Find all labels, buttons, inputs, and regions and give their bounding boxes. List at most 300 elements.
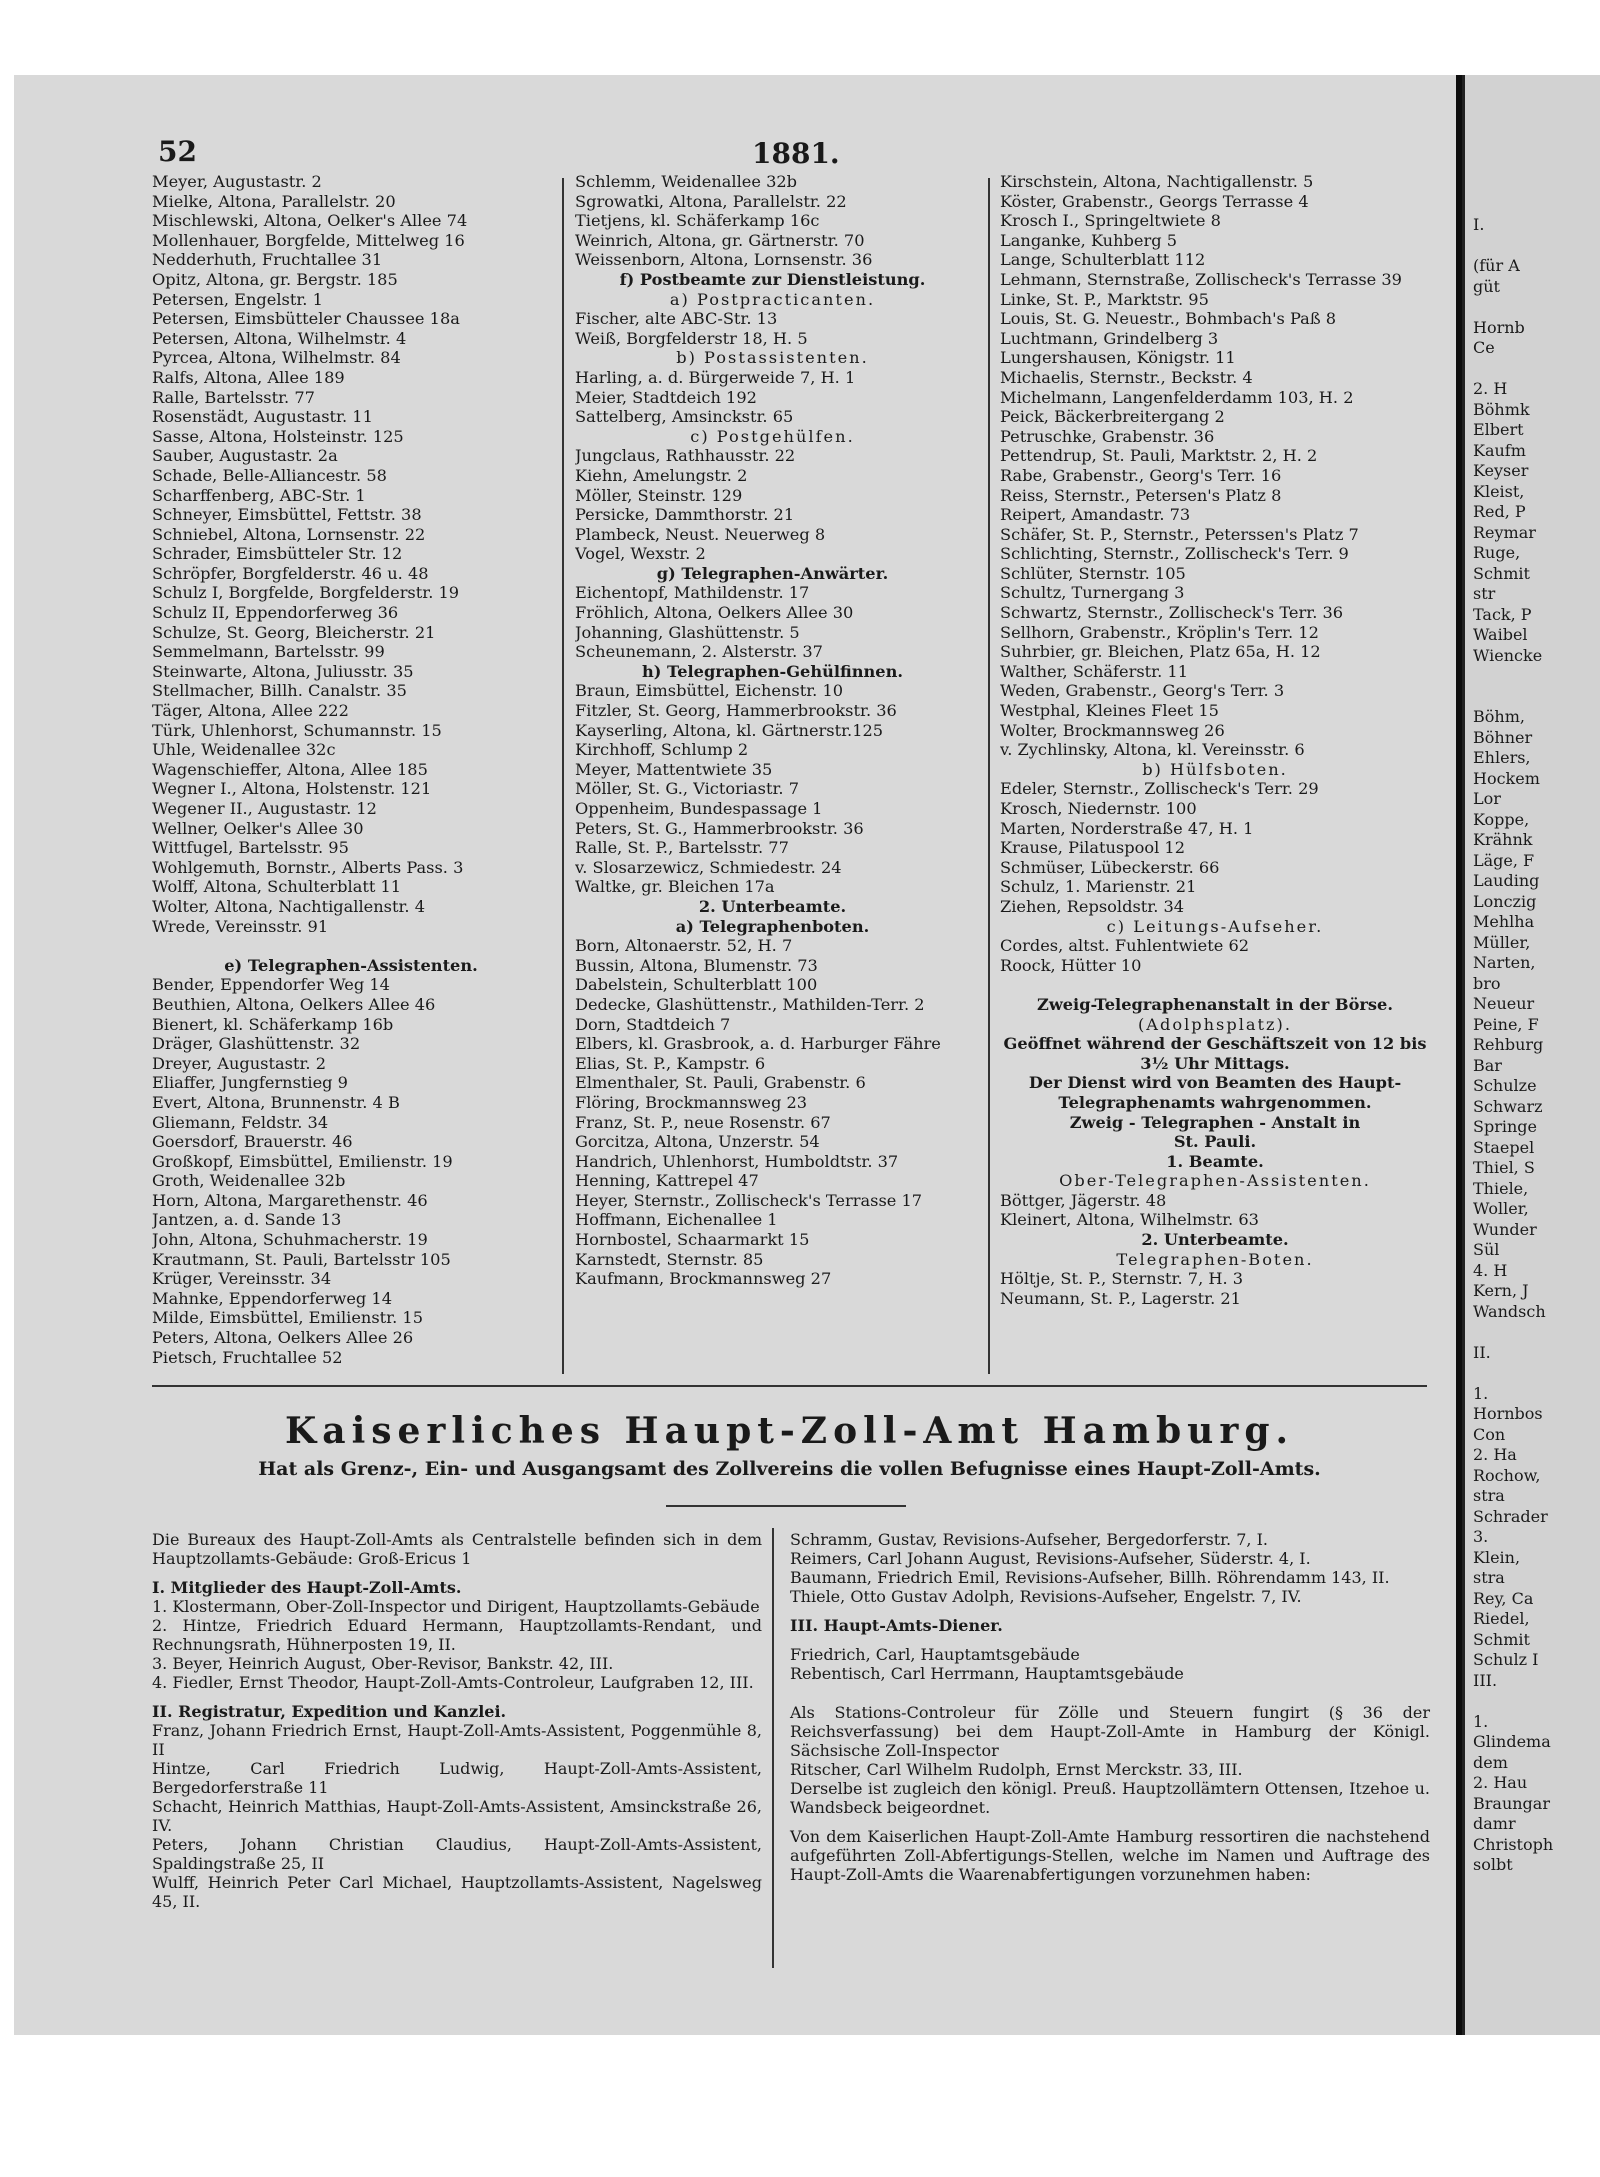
fragment-line: Wandsch [1473, 1301, 1546, 1321]
section-heading: II. Registratur, Expedition und Kanzlei. [152, 1702, 507, 1721]
directory-entry: Sauber, Augustastr. 2a [152, 446, 338, 466]
directory-entry: Sasse, Altona, Holsteinstr. 125 [152, 426, 404, 446]
directory-entry: Michaelis, Sternstr., Beckstr. 4 [1000, 367, 1253, 387]
fragment-line: Kaufm [1473, 440, 1526, 460]
directory-entry: Peick, Bäckerbreitergang 2 [1000, 407, 1225, 427]
directory-entry: Köster, Grabenstr., Georgs Terrasse 4 [1000, 191, 1309, 211]
directory-entry: Milde, Eimsbüttel, Emilienstr. 15 [152, 1308, 424, 1328]
subsection-heading: Telegraphen-Boten. [1116, 1249, 1314, 1269]
directory-entry: Möller, Steinstr. 129 [575, 485, 743, 505]
directory-entry: Lehmann, Sternstraße, Zollischeck's Terrasse 39 [1000, 269, 1402, 289]
directory-entry: Mielke, Altona, Parallelstr. 20 [152, 191, 396, 211]
zoll-right-column [790, 1530, 1430, 1884]
fragment-line: Lauding [1473, 871, 1540, 890]
fragment-line: Springe [1473, 1117, 1537, 1136]
member-entry: 2. Hintze, Friedrich Eduard Hermann, Hauptzollamts-Rendant, und Rechnungsrath, Hühnerposten 19, II. [152, 1616, 762, 1654]
directory-entry: Täger, Altona, Allee 222 [152, 701, 349, 721]
directory-entry: Höltje, St. P., Sternstr. 7, H. 3 [1000, 1269, 1244, 1289]
column-1 [152, 172, 550, 1367]
directory-entry: Edeler, Sternstr., Zollischeck's Terr. 29 [1000, 779, 1319, 799]
directory-entry: Krosch, Niedernstr. 100 [1000, 799, 1197, 818]
fragment-line: Glindema [1473, 1732, 1551, 1751]
staff-entry: Reimers, Carl Johann August, Revisions-Aufseher, Süderstr. 4, I. [790, 1549, 1311, 1568]
fragment-line: 2. H [1473, 379, 1508, 398]
directory-entry: Louis, St. G. Neuestr., Bohmbach's Paß 8 [1000, 309, 1337, 329]
fragment-line: Klein, [1473, 1547, 1521, 1567]
directory-entry: Gorcitza, Altona, Unzerstr. 54 [575, 1132, 820, 1152]
fragment-line [1473, 359, 1553, 380]
fragment-line: (für A [1473, 256, 1520, 275]
fragment-line: 2. Hau [1473, 1773, 1528, 1792]
directory-entry: Franz, St. P., neue Rosenstr. 67 [575, 1112, 831, 1132]
directory-entry: Elmenthaler, St. Pauli, Grabenstr. 6 [575, 1073, 866, 1093]
section-heading: Zweig-Telegraphenanstalt in der Börse. [1037, 994, 1393, 1014]
section-heading: f) Postbeamte zur Dienstleistung. [619, 269, 926, 289]
directory-entry: Lungershausen, Königstr. 11 [1000, 348, 1236, 368]
directory-entry: Stellmacher, Billh. Canalstr. 35 [152, 681, 407, 701]
fragment-line: Thiel, S [1473, 1158, 1535, 1177]
directory-entry: Schrader, Eimsbütteler Str. 12 [152, 544, 403, 564]
directory-entry: Ralle, Bartelsstr. 77 [152, 387, 315, 407]
fragment-line: Con [1473, 1424, 1506, 1444]
directory-entry: Michelmann, Langenfelderdamm 103, H. 2 [1000, 387, 1354, 407]
directory-entry: Roock, Hütter 10 [1000, 955, 1142, 975]
fragment-line: Kleist, [1473, 481, 1525, 501]
directory-entry: Wolter, Altona, Nachtigallenstr. 4 [152, 896, 426, 916]
directory-entry: Schlüter, Sternstr. 105 [1000, 563, 1186, 583]
directory-entry: Kayserling, Altona, kl. Gärtnerstr.125 [575, 720, 884, 740]
directory-entry: Cordes, altst. Fuhlentwiete 62 [1000, 936, 1250, 956]
section-heading: Zweig - Telegraphen - Anstalt in [1069, 1112, 1361, 1132]
directory-entry: Kaufmann, Brockmannsweg 27 [575, 1269, 832, 1289]
spacer [790, 1606, 1430, 1616]
directory-entry: Harling, a. d. Bürgerweide 7, H. 1 [575, 367, 856, 387]
directory-entry: Steinwarte, Altona, Juliusstr. 35 [152, 661, 414, 681]
staff-entry: Thiele, Otto Gustav Adolph, Revisions-Aufseher, Engelstr. 7, IV. [790, 1587, 1302, 1606]
directory-entry: Ralle, St. P., Bartelsstr. 77 [575, 838, 789, 858]
directory-entry: Gliemann, Feldstr. 34 [152, 1112, 329, 1132]
fragment-line: 3. [1473, 1527, 1489, 1546]
fragment-line: I. [1473, 215, 1485, 234]
directory-entry: Handrich, Uhlenhorst, Humboldtstr. 37 [575, 1151, 899, 1171]
section-heading: St. Pauli. [1173, 1132, 1257, 1152]
fragment-line: stra [1473, 1486, 1505, 1505]
fragment-line: Peine, F [1473, 1014, 1539, 1034]
fragment-line: Staepel [1473, 1137, 1535, 1157]
directory-entry: Fröhlich, Altona, Oelkers Allee 30 [575, 603, 854, 623]
subsection-heading: (Adolphsplatz). [1137, 1014, 1293, 1034]
directory-entry: Tietjens, kl. Schäferkamp 16c [575, 211, 820, 231]
fragment-line: Hockem [1473, 768, 1540, 788]
directory-entry: Petersen, Altona, Wilhelmstr. 4 [152, 328, 407, 348]
directory-entry: Vogel, Wexstr. 2 [575, 544, 706, 564]
fragment-line: damr [1473, 1814, 1516, 1833]
column-rule [562, 178, 564, 1374]
directory-entry: Türk, Uhlenhorst, Schumannstr. 15 [152, 720, 442, 740]
fragment-line: str [1473, 584, 1496, 603]
directory-entry: Schulze, St. Georg, Bleicherstr. 21 [152, 622, 436, 642]
directory-entry: Wolter, Brockmannsweg 26 [1000, 720, 1225, 740]
directory-entry: Schade, Belle-Alliancestr. 58 [152, 465, 387, 485]
fragment-line: Schrader [1473, 1506, 1548, 1526]
fragment-line [1473, 236, 1553, 257]
fragment-line: Braungar [1473, 1793, 1550, 1813]
directory-entry: Lange, Schulterblatt 112 [1000, 250, 1206, 270]
directory-entry: Sellhorn, Grabenstr., Kröplin's Terr. 12 [1000, 622, 1319, 642]
directory-entry: Peters, Altona, Oelkers Allee 26 [152, 1328, 414, 1348]
fragment-line: Reymar [1473, 522, 1536, 542]
notice-text: Geöffnet während der Geschäftszeit von 12 bis [1003, 1034, 1427, 1054]
directory-entry: Waltke, gr. Bleichen 17a [575, 877, 775, 897]
directory-entry: Reipert, Amandastr. 73 [1000, 505, 1191, 525]
directory-entry: Wolff, Altona, Schulterblatt 11 [152, 877, 402, 897]
fragment-line: 4. H [1473, 1260, 1508, 1280]
directory-entry: Oppenheim, Bundespassage 1 [575, 799, 823, 818]
subsection-heading: c) Postgehülfen. [690, 426, 855, 446]
directory-entry: Möller, St. G., Victoriastr. 7 [575, 779, 800, 799]
directory-entry: Walther, Schäferstr. 11 [1000, 661, 1189, 681]
staff-entry: Baumann, Friedrich Emil, Revisions-Aufseher, Billh. Röhrendamm 143, II. [790, 1568, 1390, 1587]
fragment-line: Woller, [1473, 1199, 1529, 1218]
directory-entry: Luchtmann, Grindelberg 3 [1000, 328, 1219, 348]
section-heading: a) Telegraphenboten. [675, 916, 870, 936]
fragment-line: Waibel [1473, 625, 1528, 644]
fragment-line: Lonczig [1473, 891, 1537, 911]
notice-text: Derselbe ist zugleich den königl. Preuß. Hauptzollämtern Ottensen, Itzehoe u. Wandsbeck beigeordnet. [790, 1779, 1430, 1817]
directory-entry: Petersen, Eimsbütteler Chaussee 18a [152, 309, 460, 329]
directory-entry: Heyer, Sternstr., Zollischeck's Terrasse 17 [575, 1190, 923, 1210]
notice-text: Von dem Kaiserlichen Haupt-Zoll-Amte Hamburg ressortiren die nachstehend aufgeführten Zoll-Abfertigungs-Stellen, welche im Namen und Auftrage des Haupt-Zoll-Amts die Waarenabfertigungen vorzunehmen haben: [790, 1827, 1430, 1884]
directory-entry: Wellner, Oelker's Allee 30 [152, 818, 364, 838]
directory-entry: Fischer, alte ABC-Str. 13 [575, 309, 778, 329]
spacer [790, 1693, 1430, 1703]
fragment-line: Lor [1473, 789, 1501, 808]
fragment-line: Ruge, [1473, 543, 1521, 562]
page-year: 1881. [752, 137, 840, 170]
directory-entry: Dreyer, Augustastr. 2 [152, 1053, 326, 1073]
directory-entry: Dorn, Stadtdeich 7 [575, 1014, 731, 1034]
next-page-strip [1462, 75, 1600, 2035]
member-entry: 3. Beyer, Heinrich August, Ober-Revisor, Bankstr. 42, III. [152, 1654, 614, 1673]
directory-entry: Schlemm, Weidenallee 32b [575, 172, 798, 191]
staff-entry: Friedrich, Carl, Hauptamtsgebäude [790, 1645, 1080, 1664]
directory-entry: Ralfs, Altona, Allee 189 [152, 367, 345, 387]
fragment-line: Schwarz [1473, 1096, 1543, 1116]
spacer [152, 1692, 762, 1702]
directory-entry: Petruschke, Grabenstr. 36 [1000, 426, 1215, 446]
fragment-line: Sül [1473, 1240, 1500, 1259]
directory-entry: Suhrbier, gr. Bleichen, Platz 65a, H. 12 [1000, 642, 1321, 662]
directory-entry: Böttger, Jägerstr. 48 [1000, 1190, 1167, 1210]
directory-entry: Wohlgemuth, Bornstr., Alberts Pass. 3 [152, 857, 464, 877]
fragment-line: Christoph [1473, 1834, 1554, 1854]
fragment-line: Wiencke [1473, 645, 1543, 665]
directory-entry: Krause, Pilatuspool 12 [1000, 838, 1185, 858]
fragment-line: dem [1473, 1752, 1508, 1772]
fragment-line: 2. Ha [1473, 1445, 1517, 1464]
directory-entry: Petersen, Engelstr. 1 [152, 289, 323, 309]
directory-entry: Johanning, Glashüttenstr. 5 [575, 622, 800, 642]
fragment-line: Ce [1473, 338, 1495, 357]
directory-entry: Scharffenberg, ABC-Str. 1 [152, 485, 366, 505]
directory-entry: Rosenstädt, Augustastr. 11 [152, 407, 373, 427]
directory-entry: Nedderhuth, Fruchtallee 31 [152, 250, 383, 270]
page-number: 52 [158, 135, 197, 168]
section-heading: 2. Unterbeamte. [1141, 1230, 1289, 1250]
directory-entry: Bender, Eppendorfer Weg 14 [152, 975, 390, 995]
directory-entry: Beuthien, Altona, Oelkers Allee 46 [152, 994, 436, 1014]
title-rule [666, 1505, 906, 1507]
directory-entry: Pyrcea, Altona, Wilhelmstr. 84 [152, 348, 401, 368]
fragment-line: Wunder [1473, 1219, 1537, 1239]
directory-entry: Meier, Stadtdeich 192 [575, 387, 757, 407]
directory-entry: Groth, Weidenallee 32b [152, 1171, 346, 1191]
directory-entry: Wegener II., Augustastr. 12 [152, 799, 377, 818]
directory-entry: Peters, St. G., Hammerbrookstr. 36 [575, 818, 864, 838]
directory-entry: Sattelberg, Amsinckstr. 65 [575, 407, 794, 427]
fragment-line [1473, 1322, 1553, 1343]
directory-entry: Weinrich, Altona, gr. Gärtnerstr. 70 [575, 230, 865, 250]
directory-entry: Dabelstein, Schulterblatt 100 [575, 975, 818, 995]
directory-entry: Schwartz, Sternstr., Zollischeck's Terr. 36 [1000, 603, 1344, 623]
fragment-line: 1. [1473, 1383, 1489, 1403]
directory-entry: Born, Altonaerstr. 52, H. 7 [575, 936, 793, 956]
fragment-line: Müller, [1473, 932, 1531, 952]
directory-entry: Eliaffer, Jungfernstieg 9 [152, 1073, 348, 1093]
fragment-line: Rehburg [1473, 1035, 1544, 1054]
fragment-line [1473, 1363, 1553, 1384]
fragment-line: Hornb [1473, 317, 1525, 337]
spacer [1000, 975, 1430, 995]
directory-entry: Mollenhauer, Borgfelde, Mittelweg 16 [152, 230, 465, 250]
notice-text: Als Stations-Controleur für Zölle und Steuern fungirt (§ 36 der Reichsverfassung) bei dem Haupt-Zoll-Amte in Hamburg der Königl. Sächsische Zoll-Inspector [790, 1703, 1430, 1760]
fragment-line: Böhmk [1473, 399, 1530, 419]
section-heading: g) Telegraphen-Anwärter. [656, 563, 889, 583]
directory-entry: Flöring, Brockmannsweg 23 [575, 1092, 808, 1112]
fragment-line: Riedel, [1473, 1609, 1530, 1628]
fragment-line: Schmit [1473, 563, 1530, 583]
fragment-line: Schmit [1473, 1629, 1530, 1649]
spacer [152, 1568, 762, 1578]
directory-entry: Neumann, St. P., Lagerstr. 21 [1000, 1288, 1241, 1308]
fragment-line: Narten, [1473, 953, 1536, 972]
zoll-title: Kaiserliches Haupt-Zoll-Amt Hamburg. [284, 1410, 1295, 1452]
spacer [790, 1635, 1430, 1645]
subsection-heading: a) Postpracticanten. [669, 289, 876, 309]
directory-entry: Wegner I., Altona, Holstenstr. 121 [152, 779, 432, 799]
directory-entry: Hoffmann, Eichenallee 1 [575, 1210, 778, 1230]
directory-entry: Dräger, Glashüttenstr. 32 [152, 1034, 361, 1054]
fragment-line: Thiele, [1473, 1178, 1529, 1198]
directory-entry: Schulz II, Eppendorferweg 36 [152, 603, 399, 623]
directory-entry: Meyer, Mattentwiete 35 [575, 759, 773, 779]
directory-entry: Krosch I., Springeltwiete 8 [1000, 211, 1221, 231]
fragment-line: solbt [1473, 1855, 1513, 1874]
fragment-line: Böhm, [1473, 707, 1525, 726]
staff-entry: Peters, Johann Christian Claudius, Haupt-Zoll-Amts-Assistent, Spaldingstraße 25, II [152, 1835, 762, 1873]
fragment-line: Läge, F [1473, 850, 1535, 870]
zoll-subtitle: Hat als Grenz-, Ein- und Ausgangsamt des Zollvereins die vollen Befugnisse eines Haupt-Zoll-Amts. [258, 1458, 1321, 1480]
fragment-line: Krähnk [1473, 830, 1533, 849]
notice-text: Ritscher, Carl Wilhelm Rudolph, Ernst Merckstr. 33, III. [790, 1760, 1243, 1779]
section-heading: h) Telegraphen-Gehülfinnen. [641, 661, 904, 681]
directory-entry: Weiß, Borgfelderstr 18, H. 5 [575, 328, 808, 348]
fragment-line: Kern, J [1473, 1281, 1529, 1300]
fragment-line: Elbert [1473, 420, 1524, 439]
notice-text: Telegraphenamts wahrgenommen. [1058, 1092, 1372, 1112]
zoll-left-column [152, 1530, 762, 1911]
column-3 [1000, 172, 1430, 1308]
next-page-text [1473, 215, 1553, 1876]
directory-entry: Schäfer, St. P., Sternstr., Peterssen's Platz 7 [1000, 524, 1359, 544]
directory-entry: Semmelmann, Bartelsstr. 99 [152, 642, 385, 662]
directory-entry: Kirschstein, Altona, Nachtigallenstr. 5 [1000, 172, 1314, 191]
directory-entry: Evert, Altona, Brunnenstr. 4 B [152, 1092, 400, 1112]
directory-entry: Elbers, kl. Grasbrook, a. d. Harburger Fähre [575, 1034, 941, 1054]
fragment-line: Hornbos [1473, 1404, 1543, 1423]
directory-entry: Pettendrup, St. Pauli, Marktstr. 2, H. 2 [1000, 446, 1318, 466]
directory-entry: Pietsch, Fruchtallee 52 [152, 1347, 343, 1367]
directory-entry: Uhle, Weidenallee 32c [152, 740, 336, 760]
directory-entry: Westphal, Kleines Fleet 15 [1000, 701, 1219, 721]
directory-entry: Persicke, Dammthorstr. 21 [575, 505, 795, 525]
directory-entry: Henning, Kattrepel 47 [575, 1171, 759, 1191]
fragment-line: Böhner [1473, 727, 1533, 747]
directory-entry: Wagenschieffer, Altona, Allee 185 [152, 759, 428, 779]
fragment-line: Rey, Ca [1473, 1588, 1534, 1608]
directory-entry: Jungclaus, Rathhausstr. 22 [575, 446, 796, 466]
fragment-line [1473, 687, 1553, 708]
column-2 [575, 172, 970, 1289]
member-entry: 4. Fiedler, Ernst Theodor, Haupt-Zoll-Amts-Controleur, Laufgraben 12, III. [152, 1673, 754, 1692]
fragment-line: stra [1473, 1568, 1505, 1587]
directory-entry: Mahnke, Eppendorferweg 14 [152, 1288, 392, 1308]
directory-entry: Elias, St. P., Kampstr. 6 [575, 1053, 766, 1073]
section-divider [152, 1385, 1427, 1387]
spacer [790, 1817, 1430, 1827]
fragment-line: Schulze [1473, 1076, 1537, 1095]
subsection-heading: b) Postassistenten. [676, 348, 869, 368]
fragment-line: Rochow, [1473, 1465, 1541, 1485]
member-entry: 1. Klostermann, Ober-Zoll-Inspector und Dirigent, Hauptzollamts-Gebäude [152, 1597, 760, 1616]
directory-entry: Krüger, Vereinsstr. 34 [152, 1269, 332, 1289]
directory-entry: Wittfugel, Bartelsstr. 95 [152, 838, 349, 858]
directory-entry: Horn, Altona, Margarethenstr. 46 [152, 1190, 428, 1210]
fragment-line: 1. [1473, 1711, 1489, 1731]
directory-entry: Opitz, Altona, gr. Bergstr. 185 [152, 269, 398, 289]
directory-entry: Bussin, Altona, Blumenstr. 73 [575, 955, 818, 975]
fragment-line [1473, 1691, 1553, 1712]
directory-entry: Bienert, kl. Schäferkamp 16b [152, 1014, 394, 1034]
fragment-line: Neueur [1473, 994, 1535, 1013]
notice-text: 3½ Uhr Mittags. [1140, 1053, 1290, 1073]
fragment-line: II. [1473, 1342, 1491, 1362]
directory-entry: Scheunemann, 2. Alsterstr. 37 [575, 642, 823, 662]
directory-entry: John, Altona, Schuhmacherstr. 19 [152, 1230, 428, 1250]
directory-entry: Goersdorf, Brauerstr. 46 [152, 1132, 353, 1152]
column-rule [772, 1528, 774, 1968]
section-heading: III. Haupt-Amts-Diener. [790, 1616, 1003, 1635]
directory-entry: Sgrowatki, Altona, Parallelstr. 22 [575, 191, 847, 211]
directory-entry: Schröpfer, Borgfelderstr. 46 u. 48 [152, 563, 429, 583]
spacer [790, 1683, 1430, 1693]
directory-entry: Kiehn, Amelungstr. 2 [575, 465, 748, 485]
directory-entry: Hornbostel, Schaarmarkt 15 [575, 1230, 810, 1250]
directory-entry: Großkopf, Eimsbüttel, Emilienstr. 19 [152, 1151, 453, 1171]
spacer [152, 936, 550, 956]
directory-entry: Reiss, Sternstr., Petersen's Platz 8 [1000, 485, 1282, 505]
fragment-line: Mehlha [1473, 912, 1535, 931]
directory-entry: Schultz, Turnergang 3 [1000, 583, 1185, 603]
fragment-line: Keyser [1473, 461, 1529, 480]
directory-entry: Plambeck, Neust. Neuerweg 8 [575, 524, 826, 544]
staff-entry: Rebentisch, Carl Herrmann, Hauptamtsgebäude [790, 1664, 1184, 1683]
directory-entry: Kirchhoff, Schlump 2 [575, 740, 749, 760]
directory-entry: Ziehen, Repsoldstr. 34 [1000, 896, 1185, 916]
subsection-heading: c) Leitungs-Aufseher. [1106, 916, 1324, 936]
fragment-line [1473, 666, 1553, 687]
directory-entry: Rabe, Grabenstr., Georg's Terr. 16 [1000, 465, 1282, 485]
directory-entry: v. Slosarzewicz, Schmiedestr. 24 [575, 857, 842, 877]
fragment-line: Koppe, [1473, 809, 1530, 829]
directory-entry: v. Zychlinsky, Altona, kl. Vereinsstr. 6 [1000, 740, 1305, 760]
column-rule [988, 178, 990, 1374]
fragment-line [1473, 297, 1553, 318]
staff-entry: Schacht, Heinrich Matthias, Haupt-Zoll-Amts-Assistent, Amsinckstraße 26, IV. [152, 1797, 762, 1835]
subsection-heading: Ober-Telegraphen-Assistenten. [1059, 1171, 1371, 1191]
fragment-line: III. [1473, 1670, 1498, 1690]
directory-entry: Weden, Grabenstr., Georg's Terr. 3 [1000, 681, 1285, 701]
section-heading: e) Telegraphen-Assistenten. [224, 955, 478, 975]
directory-entry: Fitzler, St. Georg, Hammerbrookstr. 36 [575, 701, 897, 721]
fragment-line: Red, P [1473, 502, 1526, 521]
directory-entry: Eichentopf, Mathildenstr. 17 [575, 583, 810, 603]
directory-entry: Weissenborn, Altona, Lornsenstr. 36 [575, 250, 873, 270]
directory-entry: Krautmann, St. Pauli, Bartelsstr 105 [152, 1249, 451, 1269]
directory-entry: Mischlewski, Altona, Oelker's Allee 74 [152, 211, 468, 231]
fragment-line: Ehlers, [1473, 748, 1531, 767]
directory-entry: Kleinert, Altona, Wilhelmstr. 63 [1000, 1210, 1259, 1230]
directory-entry: Schulz, 1. Marienstr. 21 [1000, 877, 1197, 897]
directory-entry: Schneyer, Eimsbüttel, Fettstr. 38 [152, 505, 422, 525]
directory-entry: Dedecke, Glashüttenstr., Mathilden-Terr. 2 [575, 994, 925, 1014]
section-heading: 1. Beamte. [1166, 1151, 1264, 1171]
fragment-line: bro [1473, 973, 1501, 993]
directory-entry: Schulz I, Borgfelde, Borgfelderstr. 19 [152, 583, 460, 603]
directory-entry: Schmüser, Lübeckerstr. 66 [1000, 857, 1220, 877]
section-heading: 2. Unterbeamte. [698, 896, 847, 916]
directory-entry: Braun, Eimsbüttel, Eichenstr. 10 [575, 681, 844, 701]
staff-entry: Schramm, Gustav, Revisions-Aufseher, Bergedorferstr. 7, I. [790, 1530, 1268, 1549]
directory-entry: Wrede, Vereinsstr. 91 [152, 916, 329, 936]
directory-entry: Schlichting, Sternstr., Zollischeck's Terr. 9 [1000, 544, 1349, 564]
fragment-line: güt [1473, 276, 1500, 296]
staff-entry: Franz, Johann Friedrich Ernst, Haupt-Zoll-Amts-Assistent, Poggenmühle 8, II [152, 1721, 762, 1759]
staff-entry: Hintze, Carl Friedrich Ludwig, Haupt-Zoll-Amts-Assistent, Bergedorferstraße 11 [152, 1759, 762, 1797]
directory-entry: Linke, St. P., Marktstr. 95 [1000, 289, 1209, 309]
subsection-heading: b) Hülfsboten. [1142, 759, 1288, 779]
directory-entry: Langanke, Kuhberg 5 [1000, 230, 1178, 250]
fragment-line: Schulz I [1473, 1650, 1539, 1669]
directory-entry: Marten, Norderstraße 47, H. 1 [1000, 818, 1254, 838]
staff-entry: Wulff, Heinrich Peter Carl Michael, Hauptzollamts-Assistent, Nagelsweg 45, II. [152, 1873, 762, 1911]
directory-entry: Schniebel, Altona, Lornsenstr. 22 [152, 524, 426, 544]
directory-entry: Karnstedt, Sternstr. 85 [575, 1249, 764, 1269]
fragment-line: Tack, P [1473, 604, 1532, 624]
notice-text: Der Dienst wird von Beamten des Haupt- [1028, 1073, 1402, 1093]
directory-entry: Meyer, Augustastr. 2 [152, 172, 322, 191]
directory-entry: Jantzen, a. d. Sande 13 [152, 1210, 342, 1230]
